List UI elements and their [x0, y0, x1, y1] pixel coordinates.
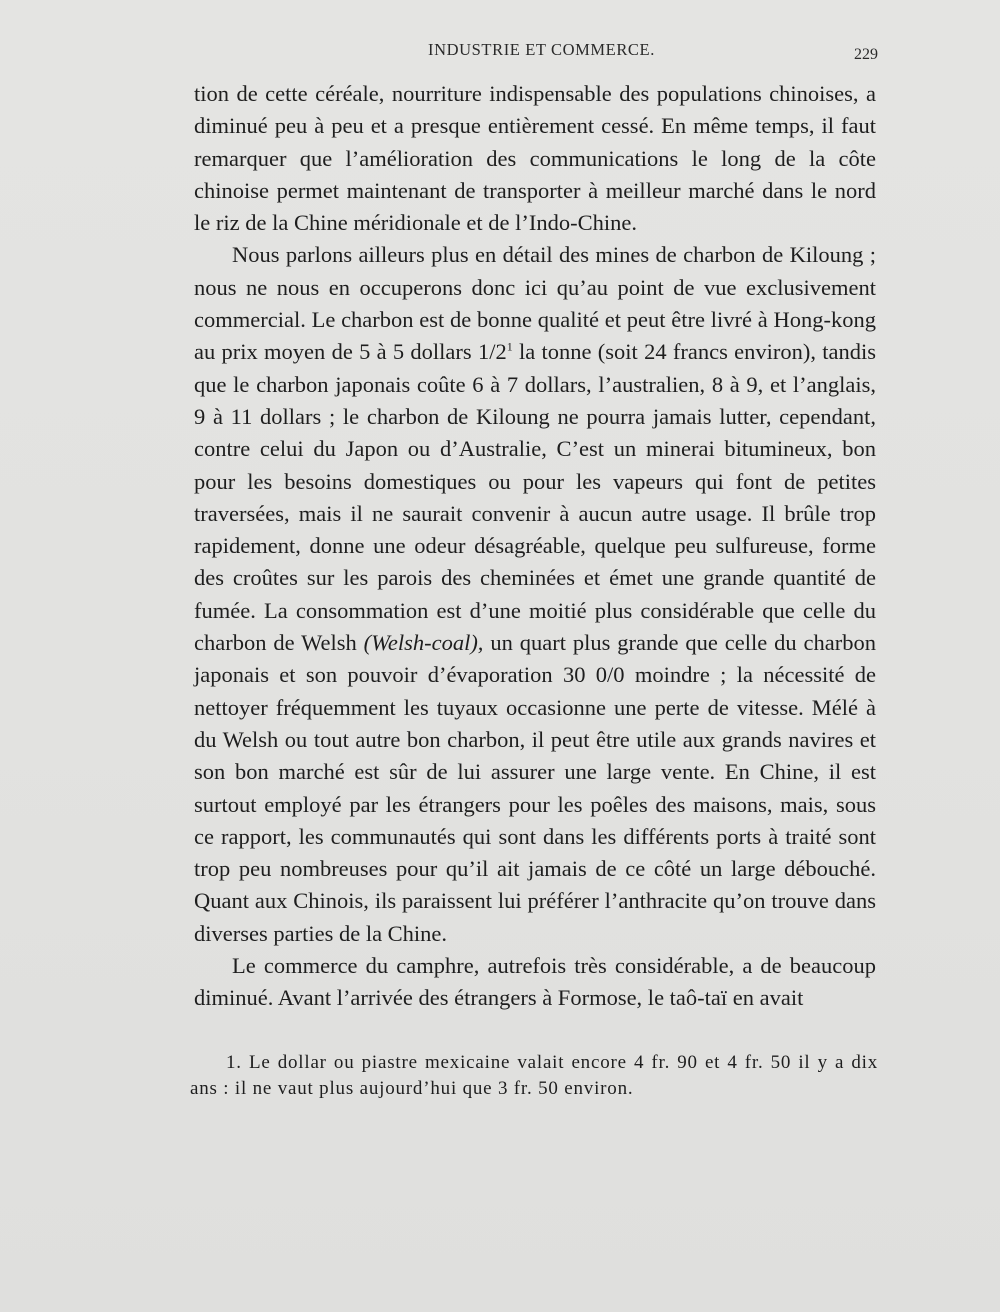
paragraph-2-part-b: la tonne (soit 24 francs environ), tandis que le charbon japonais coûte 6 à 7 dollars, l’australien, 8 à 9, et l’anglais, 9 à 11 dollars ; le charbon de Kiloung ne pourra jamais lutter, cependant, contre celui du Japon ou d’Australie, C’est un minerai bitumineux, bon pour les besoins domestiques ou pour les vapeurs qui font de petites traversées, mais il ne saurait convenir à aucun autre usage. Il brûle trop rapidement, donne une odeur désagréable, quelque peu sulfureuse, forme des croûtes sur les parois des cheminées et émet une grande quantité de fumée. La consommation est d’une moitié plus considérable que celle du charbon de Welsh: [194, 339, 876, 656]
paragraph-2-part-a: Nous parlons ailleurs plus en détail des mines de charbon de Kiloung ; nous ne nous en occuperons donc ici qu’au point de vue exclusivement commercial. Le charbon est de bonne qualité et peut être livré à Hong-kong au prix moyen de 5 à 5 dollars 1/2: [194, 242, 876, 365]
footnotes: [190, 1050, 878, 1102]
paragraph-3: Le commerce du camphre, autrefois très considérable, a de beaucoup diminué. Avant l’arrivée des étrangers à Formose, le taô-taï en avait: [194, 953, 876, 1011]
paragraph-1: tion de cette céréale, nourriture indispensable des populations chinoises, a diminué peu à peu et a presque entièrement cessé. En même temps, il faut remarquer que l’amélioration des communications le long de la côte chinoise permet maintenant de transporter à meilleur marché dans le nord le riz de la Chine méridionale et de l’Indo-Chine.: [194, 81, 876, 236]
paragraph-2-part-c: un quart plus grande que celle du charbon japonais et son pouvoir d’évaporation 30 0/0 moindre ; la nécessité de nettoyer fréquemment les tuyaux occasionne une perte de vitesse. Mélé à du Welsh ou tout autre bon charbon, il peut être utile aux grands navires et son bon marché est sûr de lui assurer une large vente. En Chine, il est surtout employé par les étrangers pour les poêles des maisons, mais, sous ce rapport, les communautés qui sont dans les différents ports à traité sont trop peu nombreuses pour qu’il ait jamais de ce côté un large débouché. Quant aux Chinois, ils paraissent lui préférer l’anthracite qu’on trouve dans diverses parties de la Chine.: [194, 630, 876, 946]
paragraph-2: [194, 239, 876, 950]
running-head: INDUSTRIE ET COMMERCE.: [428, 40, 655, 59]
footnote-1: 1. Le dollar ou piastre mexicaine valait encore 4 fr. 90 et 4 fr. 50 il y a dix ans : il ne vaut plus aujourd’hui que 3 fr. 50 environ.: [190, 1052, 878, 1099]
footnote-ref: 1: [506, 339, 513, 354]
page-number: 229: [854, 46, 878, 63]
body-text: [194, 78, 876, 1015]
paragraph-2-italic: (Welsh-coal),: [363, 630, 484, 656]
